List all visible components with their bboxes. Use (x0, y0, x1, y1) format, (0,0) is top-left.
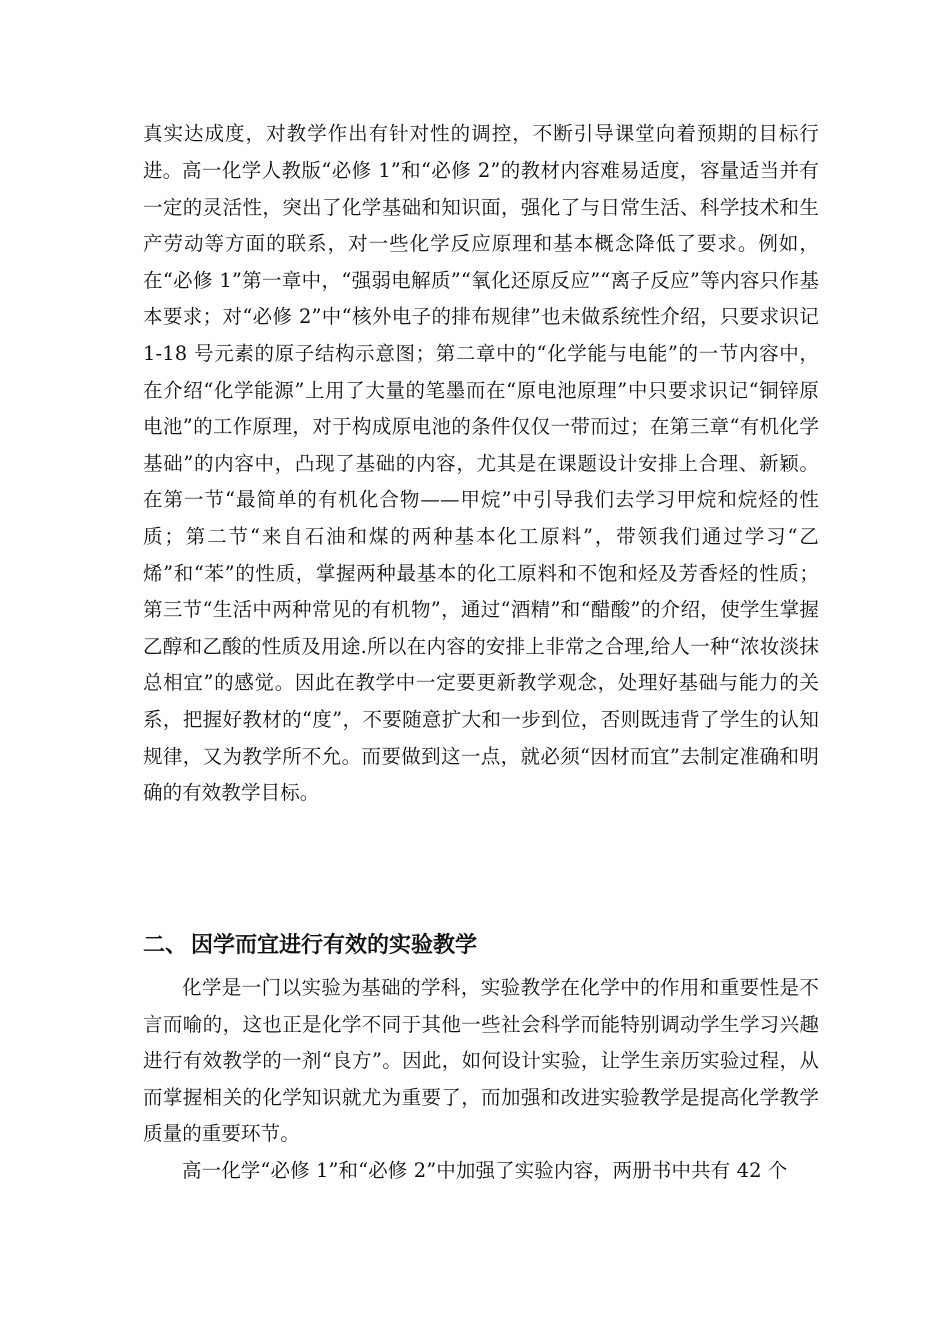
section-title: 因学而宜进行有效的实验教学 (191, 933, 478, 958)
paragraph-experiment-importance: 化学是一门以实验为基础的学科，实验教学在化学中的作用和重要性是不言而喻的，这也正是化学不同于其他一些社会科学而能特别调动学生学习兴趣进行有效教学的一剂“良方”。因此，如何设计实验，让学生亲历实验过程，从而掌握相关的化学知识就尤为重要了，而加强和改进实验教学是提高化学教学质量的重要环节。 (143, 976, 819, 1146)
paragraph-continuation: 真实达成度，对教学作出有针对性的调控，不断引导课堂向着预期的目标行进。 (143, 122, 819, 182)
section-heading (143, 926, 477, 966)
paragraph-experiment-content: 高一化学“必修 1”和“必修 2”中加强了实验内容，两册书中共有 42 个 (182, 1159, 788, 1182)
paragraph-textbook-content: 高一化学人教版“必修 1”和“必修 2”的教材内容难易适度，容量适当并有一定的灵活性，突出了化学基础和知识面，强化了与日常生活、科学技术和生产劳动等方面的联系，对一些化学反应原理和基本概念降低了要求。例如，在“必修 1”第一章中，“强弱电解质”“氧化还原反应”“离子反应”等内容只作基本要求；对“必修 2”中“核外电子的排布规律”也未做系统性介绍，只要求识记 1-18 号元素的原子结构示意图；第二章中的“化学能与电能”的一节内容中，在介绍“化学能源”上用了大量的笔墨而在“原电池原理”中只要求识记“铜锌原电池”的工作原理，对于构成原电池的条件仅仅一带而过；在第三章“有机化学基础”的内容中，凸现了基础的内容，尤其是在课题设计安排上合理、新颖。在第一节“最简单的有机化合物——甲烷”中引导我们去学习甲烷和烷烃的性质；第二节“来自石油和煤的两种基本化工原料”，带领我们通过学习“乙烯”和“苯”的性质，掌握两种最基本的化工原料和不饱和烃及芳香烃的性质；第三节“生活中两种常见的有机物”，通过“酒精”和“醋酸”的介绍，使学生掌握乙醇和乙酸的性质及用途.所以在内容的安排上非常之合理,给人一种“浓妆淡抹总相宜”的感觉。因此在教学中一定要更新教学观念，处理好基础与能力的关系，把握好教材的“度”，不要随意扩大和一步到位，否则既违背了学生的认知规律，又为教学所不允。而要做到这一点，就必须“因材而宜”去制定准确和明确的有效教学目标。 (143, 159, 819, 805)
section-number: 二、 (143, 933, 188, 958)
